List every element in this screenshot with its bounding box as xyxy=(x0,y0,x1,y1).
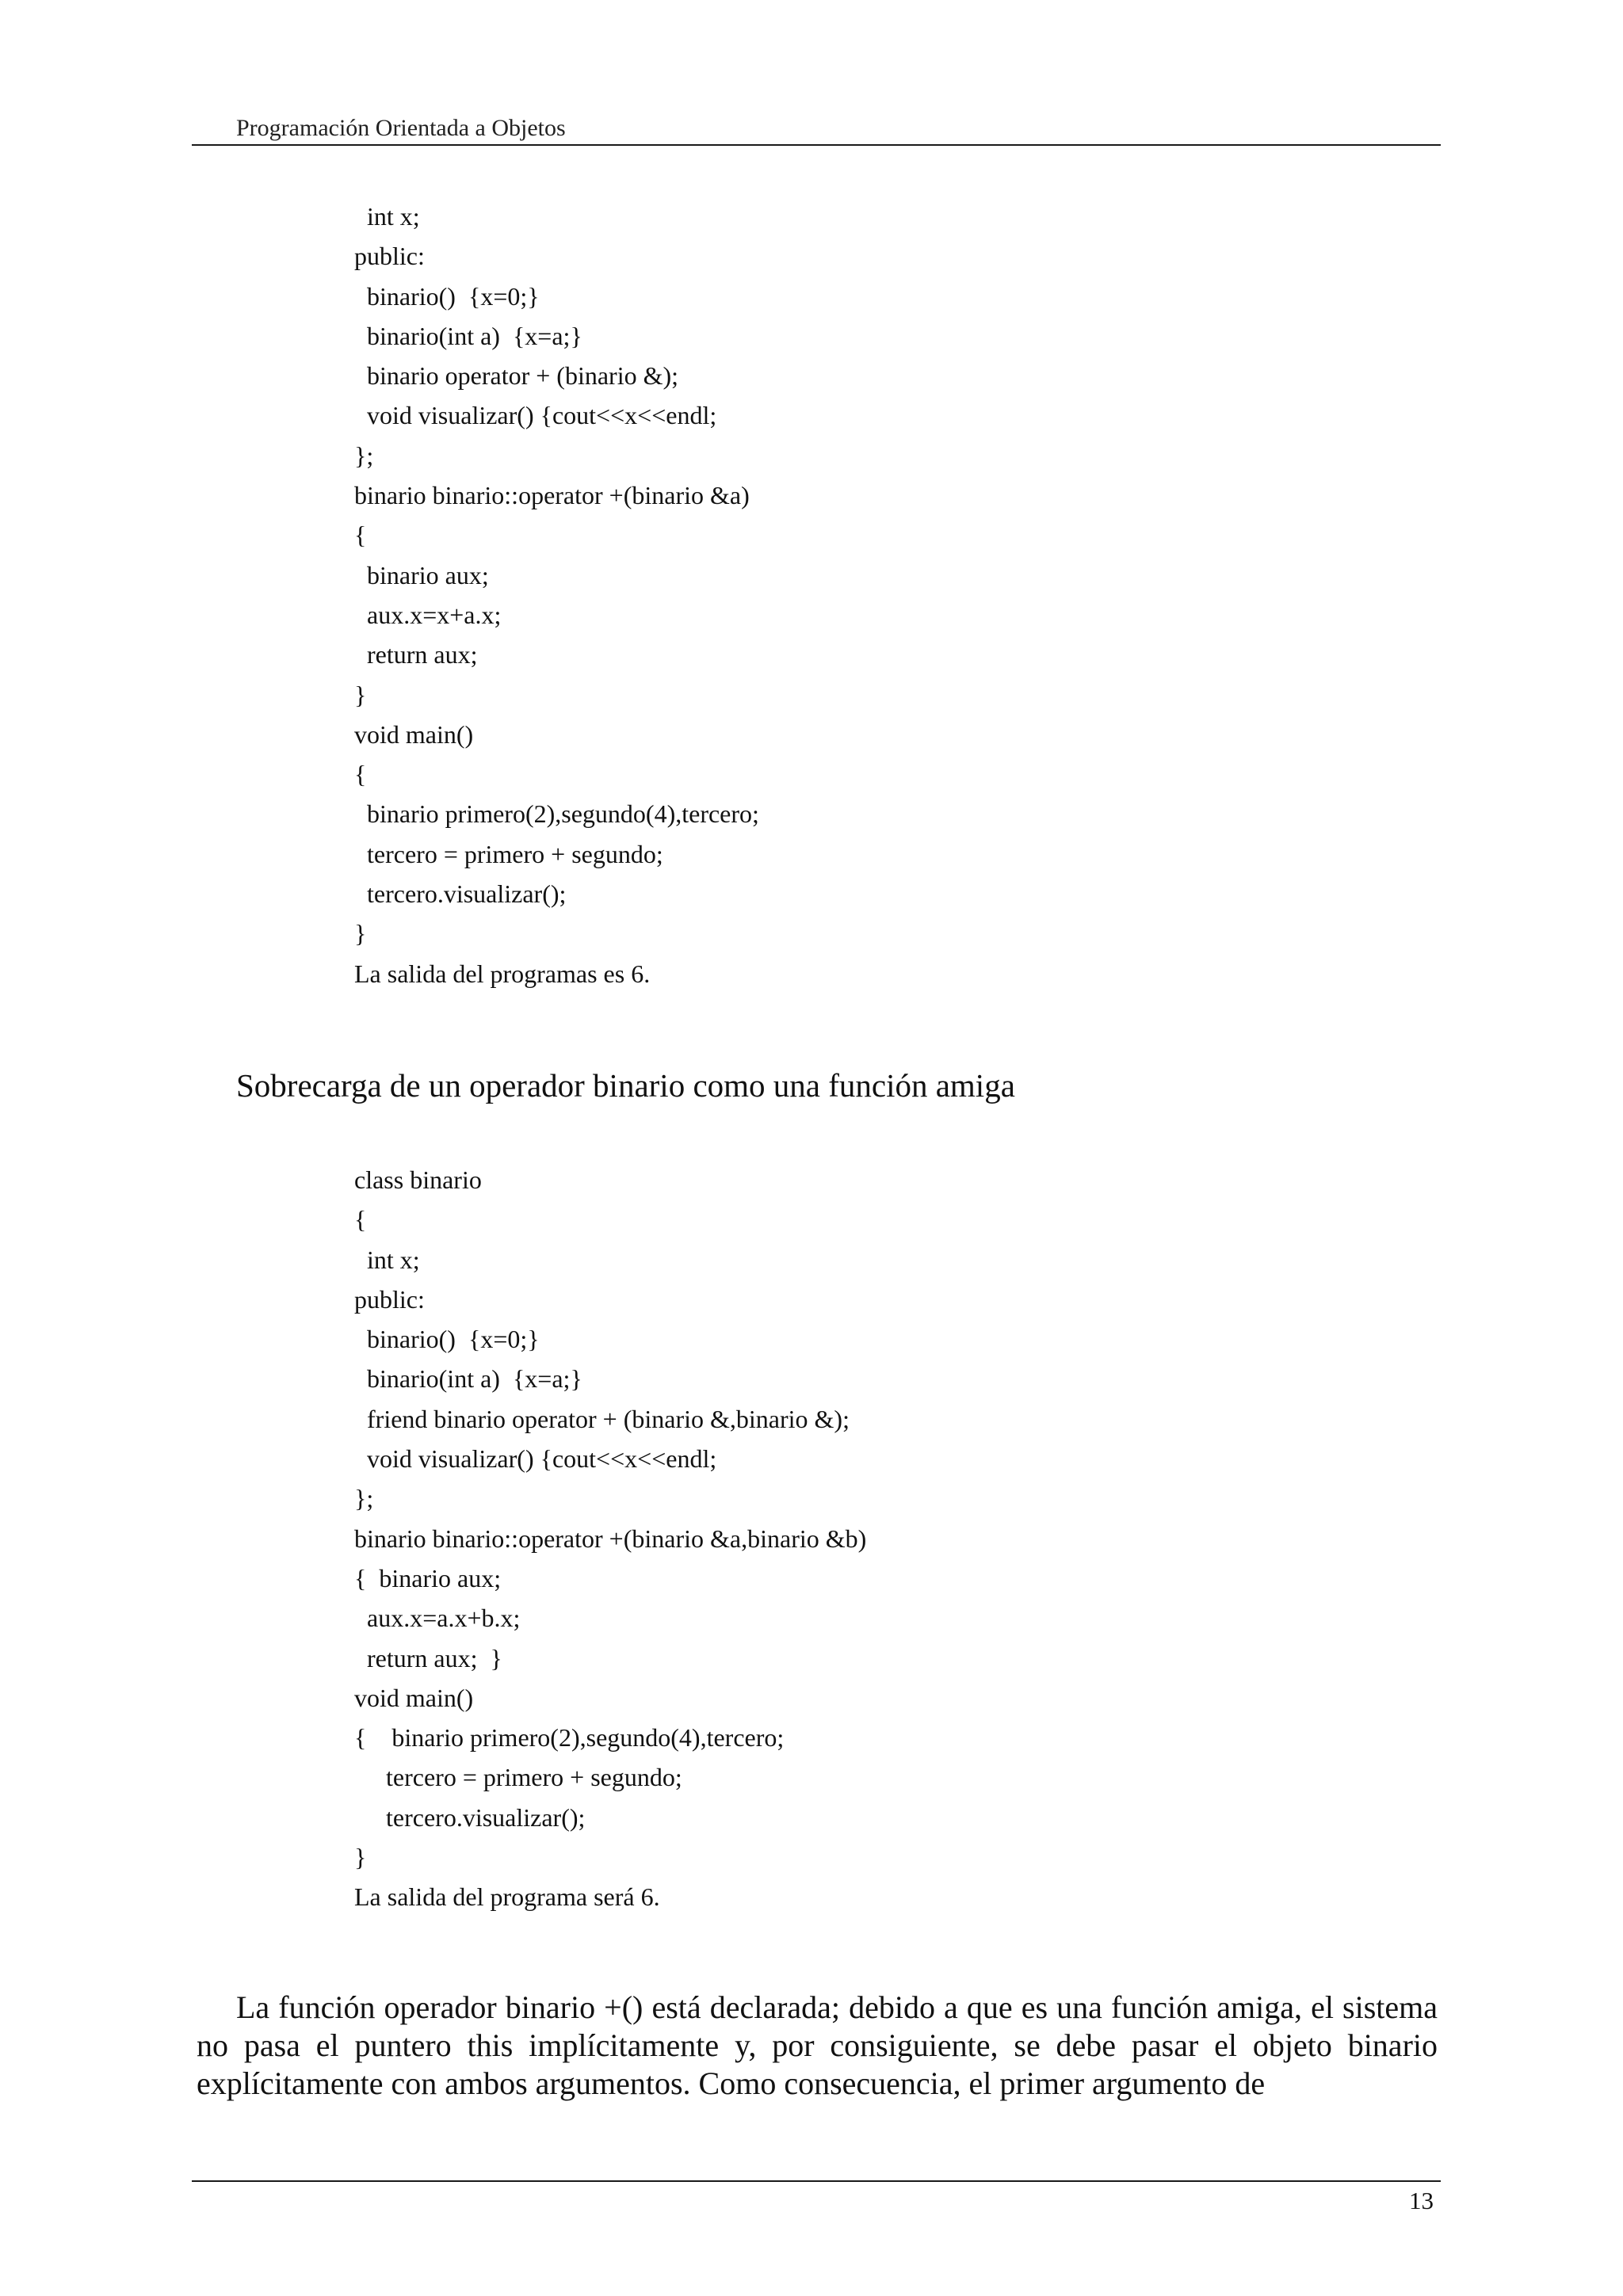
code-line: public: xyxy=(354,242,425,271)
code-line: }; xyxy=(354,441,374,470)
code-block-friend-operator xyxy=(354,1160,866,1917)
program-output-note: La salida del programa será 6. xyxy=(354,1882,660,1912)
code-line: { xyxy=(354,521,367,550)
code-line: void main() xyxy=(354,1683,474,1712)
code-line: int x; xyxy=(354,1245,420,1274)
code-line: binario binario::operator +(binario &a,binario &b) xyxy=(354,1524,867,1553)
code-line: tercero.visualizar(); xyxy=(354,1802,586,1832)
program-output-note: La salida del programas es 6. xyxy=(354,959,651,988)
header-rule xyxy=(192,144,1441,146)
page-number: 13 xyxy=(1409,2187,1434,2214)
body-paragraph: La función operador binario +() está declarada; debido a que es una función amiga, el sistema no pasa el puntero this implícitamente y, por consiguiente, se debe pasar el objeto binario explícitamente con ambos argumentos. Como consecuencia, el primer argumento de xyxy=(197,1989,1438,2101)
code-line: }; xyxy=(354,1484,374,1513)
code-line: int x; xyxy=(354,202,420,231)
code-line: binario() {x=0;} xyxy=(354,281,540,311)
code-line: tercero = primero + segundo; xyxy=(354,1763,682,1792)
code-line: return aux; } xyxy=(354,1643,502,1672)
footer-rule xyxy=(192,2180,1441,2182)
code-line: void main() xyxy=(354,719,474,749)
code-block-member-operator xyxy=(354,196,759,994)
code-line: public: xyxy=(354,1284,425,1314)
code-line: binario() {x=0;} xyxy=(354,1325,540,1354)
code-line: class binario xyxy=(354,1165,482,1194)
code-line: { xyxy=(354,1205,367,1234)
code-line: { binario primero(2),segundo(4),tercero; xyxy=(354,1723,785,1753)
code-line: aux.x=x+a.x; xyxy=(354,600,502,629)
code-line: binario(int a) {x=a;} xyxy=(354,321,582,350)
code-line: binario primero(2),segundo(4),tercero; xyxy=(354,799,759,829)
code-line: aux.x=a.x+b.x; xyxy=(354,1604,521,1633)
section-heading: Sobrecarga de un operador binario como una función amiga xyxy=(236,1067,1015,1104)
code-line: binario(int a) {x=a;} xyxy=(354,1364,582,1394)
code-line: binario aux; xyxy=(354,560,489,589)
code-line: binario binario::operator +(binario &a) xyxy=(354,481,750,510)
code-line: void visualizar() {cout<<x<<endl; xyxy=(354,401,717,430)
code-line: } xyxy=(354,1843,367,1872)
code-line: { xyxy=(354,760,367,789)
running-header-title: Programación Orientada a Objetos xyxy=(236,115,566,141)
code-line: { binario aux; xyxy=(354,1563,502,1592)
code-line: } xyxy=(354,680,367,709)
code-line: void visualizar() {cout<<x<<endl; xyxy=(354,1444,717,1474)
code-line: tercero = primero + segundo; xyxy=(354,839,663,868)
code-line: friend binario operator + (binario &,binario &); xyxy=(354,1404,850,1433)
code-line: binario operator + (binario &); xyxy=(354,361,679,391)
code-line: return aux; xyxy=(354,640,478,669)
code-line: tercero.visualizar(); xyxy=(354,879,567,909)
code-line: } xyxy=(354,919,367,948)
